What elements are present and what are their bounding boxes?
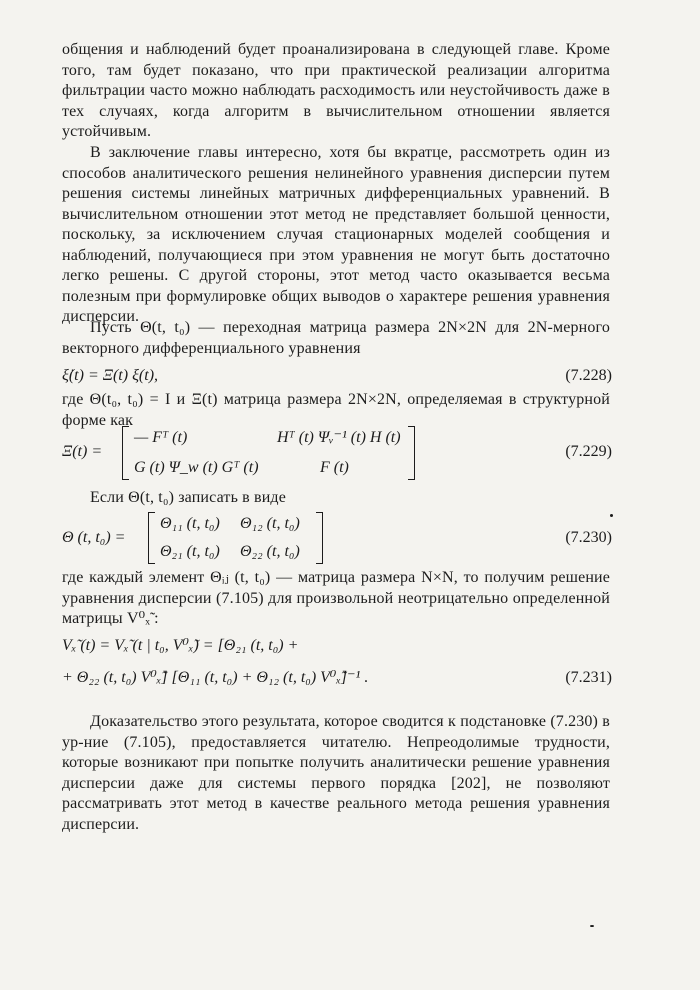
equation-7-229 [62,420,612,482]
print-speck [610,514,613,517]
print-speck [590,925,594,927]
paragraph-1: общения и наблюдений будет проанализирована в следующей главе. Кроме того, там будет показано, что при практической реализации алгоритма фильтрации часто можно наблюдать расходимость или неустойчивость даже в тех случаях, когда алгоритм в вычислительном отношении является устойчивым. [62,41,610,140]
matrix-cell-11: — Fᵀ (t) [134,429,188,446]
equation-7-230 [62,510,612,566]
equation-7-231-line-1: Vₓ̃ (t) = Vₓ̃ (t | t₀, V⁰ₓ̃) = [Θ₂₁ (t, t₀) + [62,637,299,654]
matrix-cell-21: Θ₂₁ (t, t₀) [160,543,220,560]
equation-7-228 [62,366,612,386]
matrix-cell-22: Θ₂₂ (t, t₀) [240,543,300,560]
equation-7-229-lhs: Ξ(t) = [62,443,103,460]
paragraph-4: где Θ(t₀, t₀) = I и Ξ(t) матрица размера 2N×2N, определяемая в структурной форме как [62,391,610,429]
equation-7-229-number: (7.229) [565,443,612,460]
paragraph-5: Если Θ(t, t₀) записать в виде [90,489,286,506]
right-bracket [408,426,415,480]
matrix-cell-12: Θ₁₂ (t, t₀) [240,515,300,532]
equation-7-231 [62,636,612,694]
paragraph-6: где каждый элемент Θᵢⱼ (t, t₀) — матрица размера N×N, то получим решение уравнения дисперсии (7.105) для произвольной неотрицательно определенной матрицы V⁰ₓ̃ : [62,569,610,627]
paragraph-3: Пусть Θ(t, t₀) — переходная матрица размера 2N×2N для 2N-мерного векторного дифференциального уравнения [62,319,610,357]
equation-7-231-line-2: + Θ₂₂ (t, t₀) V⁰ₓ̃] [Θ₁₁ (t, t₀) + Θ₁₂ (t, t₀) V⁰ₓ̃]⁻¹ . [62,669,369,686]
matrix-cell-21: G (t) Ψ_w (t) Gᵀ (t) [134,459,259,476]
equation-7-231-number: (7.231) [565,669,612,686]
equation-7-228-number: (7.228) [565,367,612,384]
matrix-cell-22: F (t) [320,459,349,476]
paragraph-2: В заключение главы интересно, хотя бы вкратце, рассмотреть один из способов аналитического решения нелинейного уравнения дисперсии путем решения системы линейных матричных дифференциальных уравнений. В вычислительном отношении этот метод не представляет большой ценности, поскольку, за исключением случая стационарных моделей сообщения и наблюдений, получающиеся при этом уравнения не могут быть достаточно легко решены. С другой стороны, этот метод часто оказывается весьма полезным при формулировке общих выводов о характере решения уравнения дисперсии. [62,144,610,325]
equation-7-228-body: ξ̇(t) = Ξ(t) ξ(t), [62,367,159,384]
right-bracket [316,512,323,564]
equation-7-230-number: (7.230) [565,529,612,546]
paragraph-7: Доказательство этого результата, которое сводится к подстановке (7.230) в ур-ние (7.105), предоставляется читателю. Непреодолимые трудности, которые возникают при попытке получить аналитически решение уравнения дисперсии даже для системы первого порядка [202], не позволяют рассматривать этот метод в качестве реального метода решения уравнения дисперсии. [62,713,610,833]
matrix-cell-11: Θ₁₁ (t, t₀) [160,515,220,532]
equation-7-230-lhs: Θ (t, t₀) = [62,529,126,546]
left-bracket [148,512,155,564]
left-bracket [122,426,129,480]
matrix-cell-12: Hᵀ (t) Ψᵥ⁻¹ (t) H (t) [277,429,401,446]
